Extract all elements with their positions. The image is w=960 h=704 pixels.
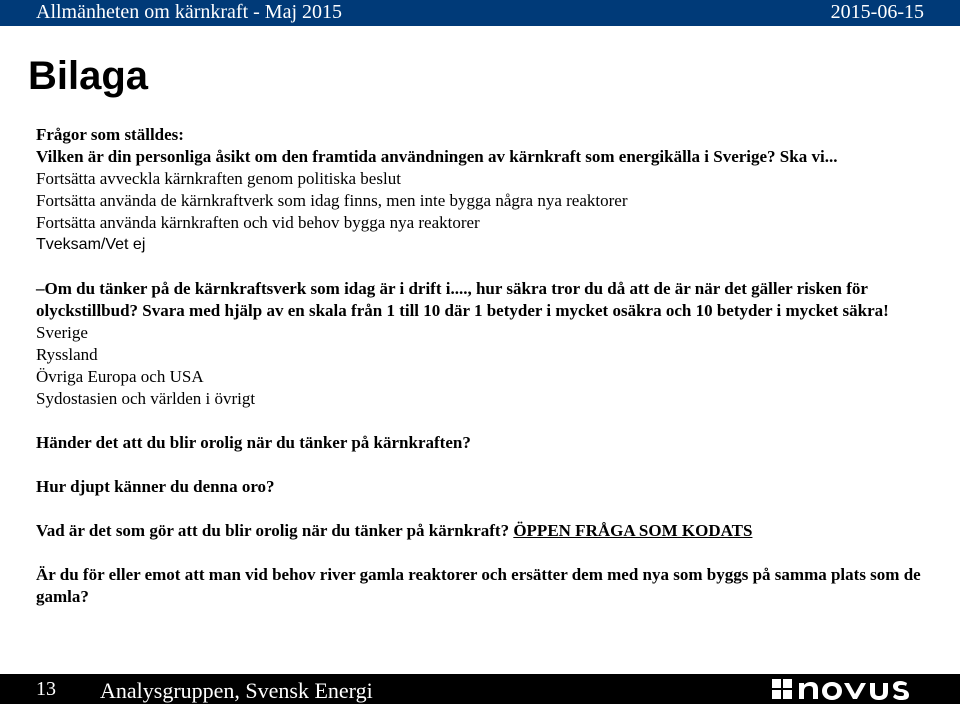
q2-option: Sverige	[36, 323, 88, 342]
page-title: Bilaga	[28, 54, 149, 98]
question-2-dash: –	[36, 279, 45, 298]
question-3: Händer det att du blir orolig när du tänker på kärnkraften?	[36, 433, 471, 452]
question-4: Hur djupt känner du denna oro?	[36, 477, 275, 496]
q2-option: Ryssland	[36, 345, 98, 364]
question-1: Vilken är din personliga åsikt om den framtida användningen av kärnkraft som energikälla i Sverige? Ska vi...	[36, 147, 838, 166]
header-date: 2015-06-15	[830, 1, 924, 23]
footer-bar	[0, 674, 960, 704]
header-bar	[0, 0, 960, 26]
novus-logo	[772, 677, 938, 701]
q2-option: Sydostasien och världen i övrigt	[36, 389, 256, 408]
questions-section	[36, 124, 936, 608]
q1-option: Tveksam/Vet ej	[36, 236, 146, 253]
page-number: 13	[36, 678, 56, 700]
footer-org: Analysgruppen, Svensk Energi	[100, 678, 373, 703]
question-2-text: Om du tänker på de kärnkraftsverk som idag är i drift i...., hur säkra tror du då att de är när det gäller risken för olyckstillbud? Svara med hjälp av en skala från 1 till 10 där 1 betyder i mycket osäkra och 10 betyder i mycket säkra!	[36, 279, 889, 320]
open-question-note: ÖPPEN FRÅGA SOM KODATS	[513, 521, 753, 540]
q2-option: Övriga Europa och USA	[36, 367, 204, 386]
question-5	[36, 520, 936, 542]
q1-option: Fortsätta använda kärnkraften och vid behov bygga nya reaktorer	[36, 213, 480, 232]
question-6: Är du för eller emot att man vid behov river gamla reaktorer och ersätter dem med nya som byggs på samma plats som de gamla?	[36, 565, 921, 606]
header-title: Allmänheten om kärnkraft - Maj 2015	[36, 1, 343, 23]
q1-option: Fortsätta avveckla kärnkraften genom politiska beslut	[36, 169, 401, 188]
q1-option: Fortsätta använda de kärnkraftverk som idag finns, men inte bygga några nya reaktorer	[36, 191, 628, 210]
intro-text: Frågor som ställdes:	[36, 125, 184, 144]
question-5-text: Vad är det som gör att du blir orolig när du tänker på kärnkraft?	[36, 521, 510, 540]
question-2	[36, 278, 936, 322]
